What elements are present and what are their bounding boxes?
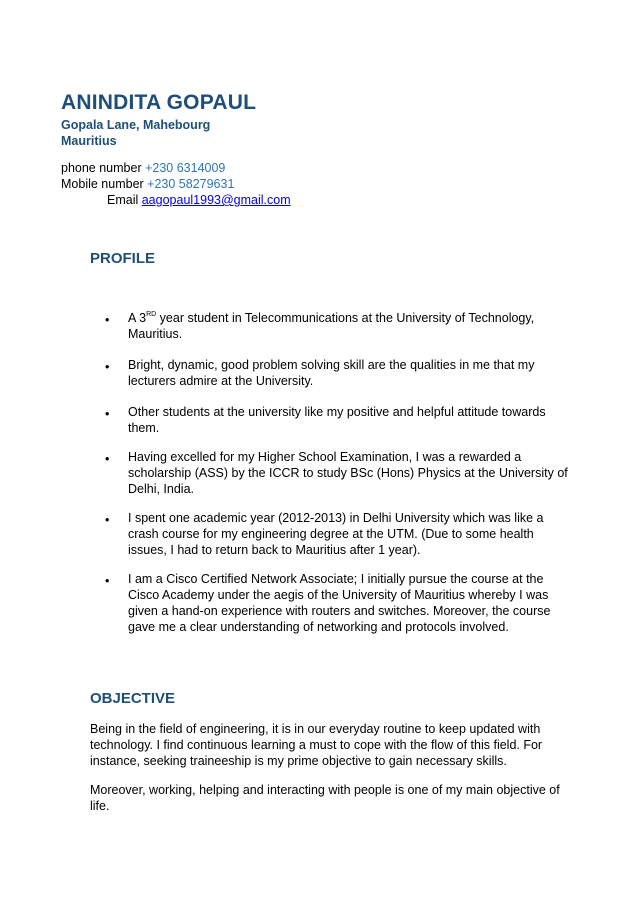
mobile-row bbox=[61, 176, 234, 192]
candidate-name: ANINDITA GOPAUL bbox=[61, 91, 257, 114]
address-line-1: Gopala Lane, Mahebourg bbox=[61, 118, 211, 132]
bullet-glyph: • bbox=[105, 407, 110, 421]
profile-item-text: Having excelled for my Higher School Examination, I was a rewarded a scholarship (ASS) by the ICCR to study BSc (Hons) Physics at the University of Delhi, India. bbox=[128, 450, 568, 496]
email-label: Email bbox=[107, 193, 142, 207]
bullet-glyph: • bbox=[105, 513, 110, 527]
bullet-glyph: • bbox=[105, 574, 110, 588]
objective-paragraph: Being in the field of engineering, it is in our everyday routine to keep updated with technology. I find continuous learning a must to cope with the flow of this field. For instance, seeking traineeship is my prime objective to gain necessary skills. bbox=[90, 722, 543, 768]
bullet-glyph: • bbox=[105, 452, 110, 466]
objective-paragraph: Moreover, working, helping and interacting with people is one of my main objective of life. bbox=[90, 783, 560, 813]
profile-item-text: Bright, dynamic, good problem solving skill are the qualities in me that my lecturers admire at the University. bbox=[128, 358, 535, 388]
mobile-value: +230 58279631 bbox=[147, 177, 235, 191]
profile-item-text: Other students at the university like my positive and helpful attitude towards them. bbox=[128, 405, 546, 435]
profile-item-text: A 3RD year student in Telecommunications at the University of Technology, Mauritius. bbox=[128, 310, 535, 341]
address-line-2: Mauritius bbox=[61, 134, 117, 148]
bullet-glyph: • bbox=[105, 313, 110, 327]
phone-row bbox=[61, 160, 225, 176]
phone-value: +230 6314009 bbox=[145, 161, 226, 175]
profile-item-text: I spent one academic year (2012-2013) in Delhi University which was like a crash course for my engineering degree at the UTM. (Due to some health issues, I had to return back to Mauritius after 1 year). bbox=[128, 511, 544, 557]
phone-label: phone number bbox=[61, 161, 146, 175]
mobile-label: Mobile number bbox=[61, 177, 148, 191]
email-row bbox=[107, 192, 291, 208]
bullet-glyph: • bbox=[105, 360, 110, 374]
email-link[interactable]: aagopaul1993@gmail.com bbox=[141, 193, 291, 207]
profile-item-text: I am a Cisco Certified Network Associate; I initially pursue the course at the Cisco Academy under the aegis of the University of Mauritius whereby I was given a hand-on experience with routers and switches. Moreover, the course gave me a clear understanding of networking and protocols involved. bbox=[128, 572, 551, 634]
profile-heading: PROFILE bbox=[90, 250, 156, 267]
objective-heading: OBJECTIVE bbox=[90, 690, 176, 707]
